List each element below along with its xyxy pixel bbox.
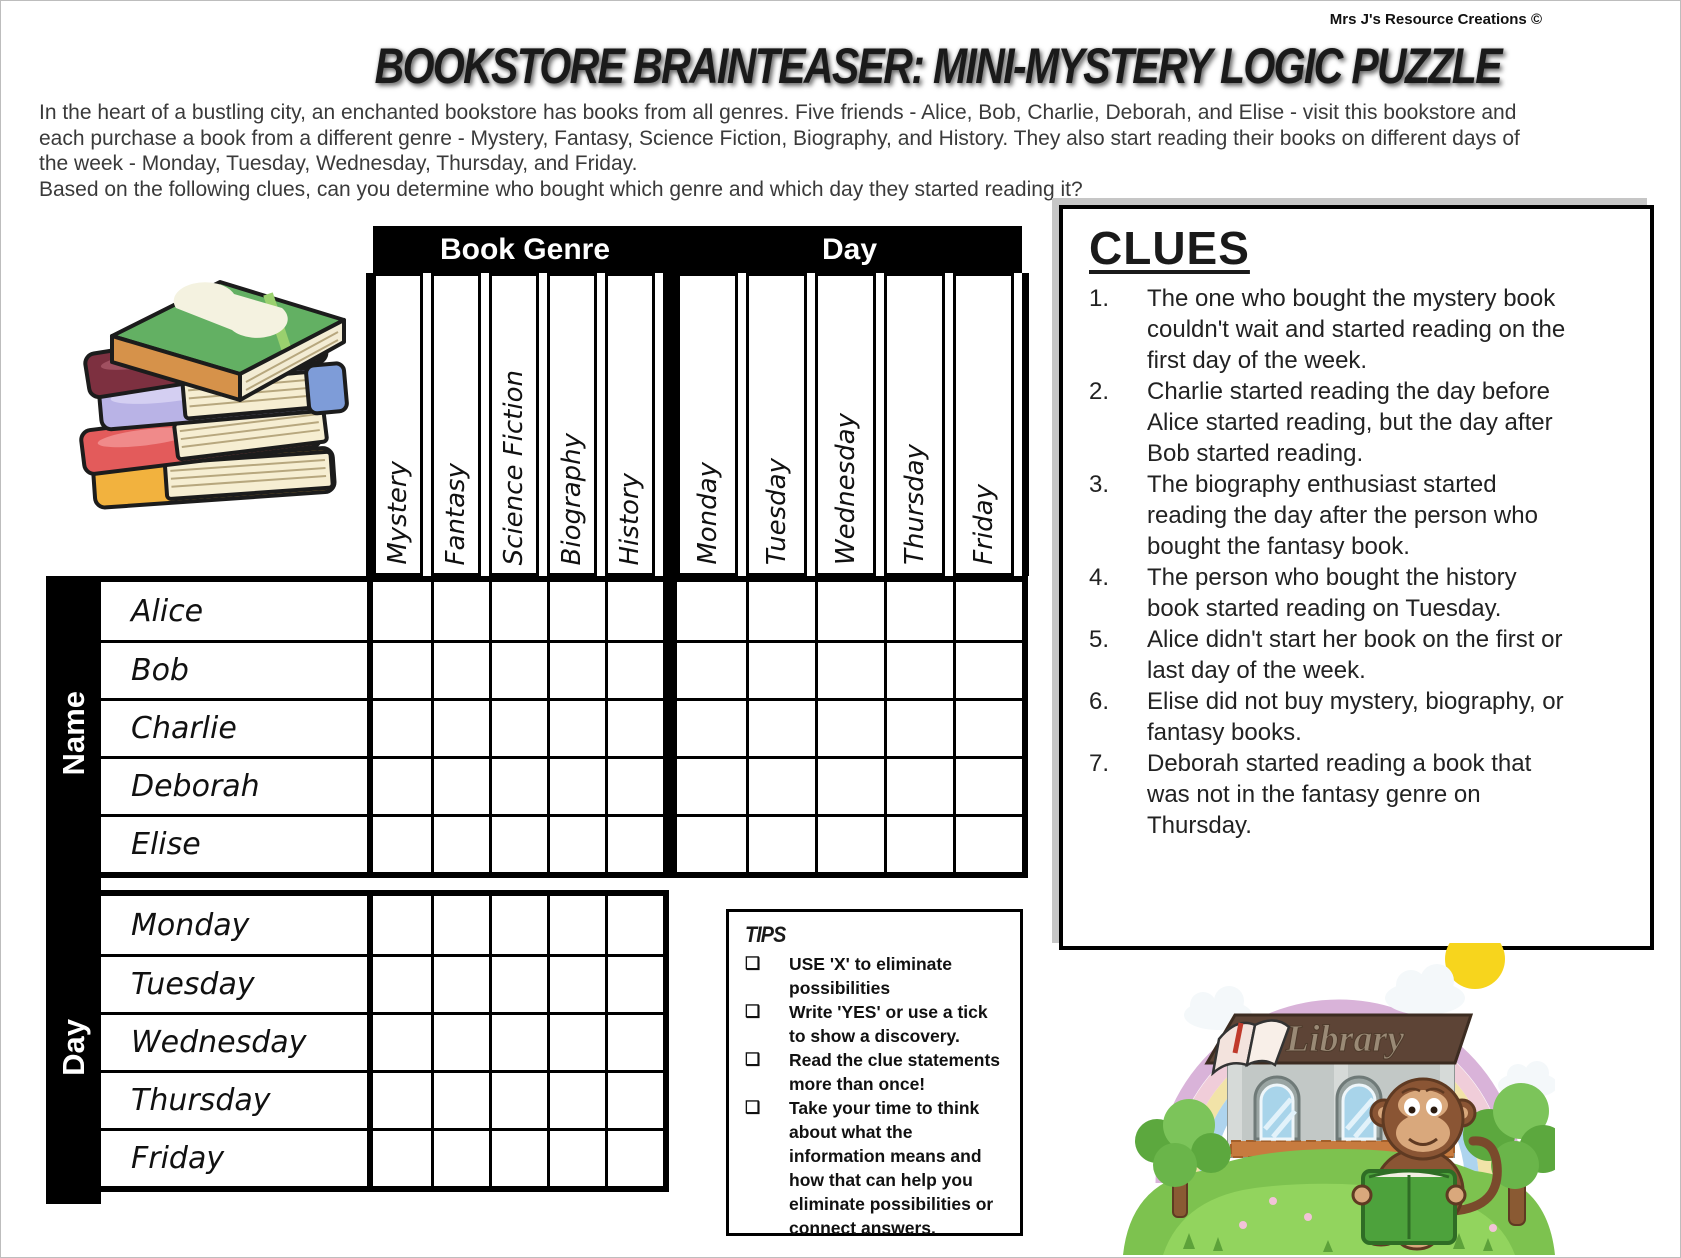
column-header-mystery: Mystery [373,273,423,576]
grid-cell[interactable] [815,582,884,640]
group-separator [663,643,677,698]
tip-item: ❑ Write 'YES' or use a tick to show a discovery. [745,1002,988,1046]
tip-item: ❑ Take your time to think about what the information means and how that can help you eliminate possibilities or connect answers. [745,1098,994,1238]
grid-cell[interactable] [373,1073,431,1128]
grid-cell[interactable] [746,759,815,814]
grid-cell[interactable] [815,643,884,698]
row-tuesday [101,954,663,1012]
grid-cell[interactable] [605,896,663,954]
grid-cell[interactable] [547,1073,605,1128]
column-header-history: History [605,273,655,576]
tip-item: ❑ Read the clue statements more than once! [745,1050,1001,1094]
grid-cell[interactable] [373,896,431,954]
grid-cell[interactable] [489,759,547,814]
name-group-bar: Name [46,576,101,890]
grid-cell[interactable] [953,643,1022,698]
grid-cell[interactable] [489,643,547,698]
grid-cell[interactable] [746,817,815,872]
green-book-held [1363,1171,1455,1243]
clue-3: 3. The biography enthusiast started reading the day after the person who bought the fantasy book. [1089,471,1538,560]
column-header-tuesday: Tuesday [746,273,807,576]
row-friday [101,1128,663,1186]
column-group-header [373,226,1022,273]
grid-cell[interactable] [884,817,953,872]
grid-cell[interactable] [605,817,663,872]
grid-cell[interactable] [884,582,953,640]
grid-cell[interactable] [815,701,884,756]
row-label-friday: Friday [101,1131,373,1186]
grid-cell[interactable] [431,896,489,954]
library-monkey-illustration [1123,943,1555,1255]
grid-cell[interactable] [677,643,746,698]
grid-cell[interactable] [431,643,489,698]
column-header-fantasy: Fantasy [431,273,481,576]
clue-6: 6. Elise did not buy mystery, biography, or fantasy books. [1089,688,1564,746]
grid-cell[interactable] [953,582,1022,640]
grid-cell[interactable] [746,643,815,698]
grid-cell[interactable] [489,582,547,640]
grid-cell[interactable] [547,1015,605,1070]
grid-cell[interactable] [431,957,489,1012]
checkbox-icon: ❑ [745,1002,761,1021]
grid-left-edge [366,273,373,576]
grid-cell[interactable] [431,1073,489,1128]
grid-cell[interactable] [815,817,884,872]
column-header-monday: Monday [677,273,738,576]
grid-cell[interactable] [431,817,489,872]
grid-cell[interactable] [431,1015,489,1070]
intro-question: Based on the following clues, can you determine who bought which genre and which day they started reading it? [39,177,1083,201]
group-separator [663,701,677,756]
group-separator [663,582,677,640]
grid-cell[interactable] [489,1073,547,1128]
grid-cell[interactable] [489,817,547,872]
day-group-bar: Day [46,890,101,1204]
grid-cell[interactable] [677,817,746,872]
grid-cell[interactable] [884,701,953,756]
grid-cell[interactable] [547,582,605,640]
intro-paragraph: In the heart of a bustling city, an enchanted bookstore has books from all genres. Five friends - Alice, Bob, Charlie, Deborah, and Elise - visit this bookstore and each purchase a book from a different genre - Mystery, Fantasy, Science Fiction, Biography, and History. They also start reading their books on different days of the week - Monday, Tuesday, Wednesday, Thursday, and Friday. [39,101,1520,175]
grid-cell[interactable] [373,1131,431,1186]
grid-cell[interactable] [373,759,431,814]
name-rows-block [95,576,1028,878]
clues-title: CLUES [1089,222,1250,274]
grid-cell[interactable] [373,817,431,872]
row-bob [101,640,1022,698]
row-deborah [101,756,1022,814]
row-monday [101,896,663,954]
row-label-deborah: Deborah [101,759,373,814]
grid-cell[interactable] [953,817,1022,872]
column-header-biography: Biography [547,273,597,576]
grid-cell[interactable] [605,701,663,756]
grid-cell[interactable] [605,1015,663,1070]
row-label-tuesday: Tuesday [101,957,373,1012]
clue-4: 4. The person who bought the history book started reading on Tuesday. [1089,564,1517,622]
row-label-bob: Bob [101,643,373,698]
tips-box [726,909,1023,1236]
grid-cell[interactable] [953,701,1022,756]
row-label-charlie: Charlie [101,701,373,756]
row-label-alice: Alice [101,582,373,640]
grid-cell[interactable] [677,701,746,756]
row-elise [101,814,1022,872]
grid-cell[interactable] [489,1015,547,1070]
tips-title: TIPS [745,922,786,947]
grid-cell[interactable] [605,582,663,640]
row-label-wednesday: Wednesday [101,1015,373,1070]
column-header-science-fiction: Science Fiction [489,273,539,576]
clue-1: 1. The one who bought the mystery book couldn't wait and started reading on the first day of the week. [1089,285,1566,374]
checkbox-icon: ❑ [745,1050,761,1069]
grid-cell[interactable] [605,957,663,1012]
row-charlie [101,698,1022,756]
grid-cell[interactable] [547,701,605,756]
grid-cell[interactable] [547,957,605,1012]
grid-cell[interactable] [605,643,663,698]
grid-right-edge [1022,273,1029,576]
row-thursday [101,1070,663,1128]
grid-cell[interactable] [431,582,489,640]
grid-cell[interactable] [677,759,746,814]
grid-cell[interactable] [489,957,547,1012]
group-separator [663,817,677,872]
column-header-friday: Friday [953,273,1014,576]
clues-box [1059,205,1654,950]
books-stack-illustration [56,244,368,528]
group-separator [663,273,677,576]
grid-cell[interactable] [884,759,953,814]
grid-cell[interactable] [489,701,547,756]
clue-7: 7. Deborah started reading a book that was not in the fantasy genre on Thursday. [1089,750,1532,839]
genre-group-label: Book Genre [439,232,611,266]
library-sign-text: Library [1285,1018,1405,1060]
grid-cell[interactable] [373,957,431,1012]
tip-item: ❑ USE 'X' to eliminate possibilities [745,954,952,998]
copyright-note: Mrs J's Resource Creations © [1329,11,1542,28]
grid-cell[interactable] [746,701,815,756]
checkbox-icon: ❑ [745,954,761,973]
grid-cell[interactable] [884,643,953,698]
grid-cell[interactable] [373,1015,431,1070]
grid-cell[interactable] [547,643,605,698]
grid-cell[interactable] [547,896,605,954]
row-wednesday [101,1012,663,1070]
group-separator [663,759,677,814]
grid-cell[interactable] [746,582,815,640]
checkbox-icon: ❑ [745,1098,761,1117]
day-rows-block [95,890,669,1192]
grid-cell[interactable] [953,759,1022,814]
grid-cell[interactable] [373,643,431,698]
grid-cell[interactable] [373,701,431,756]
grid-cell[interactable] [489,1131,547,1186]
grid-cell[interactable] [373,582,431,640]
sun-icon [1445,943,1505,989]
grid-cell[interactable] [547,1131,605,1186]
grid-cell[interactable] [431,1131,489,1186]
grid-cell[interactable] [431,701,489,756]
row-label-elise: Elise [101,817,373,872]
row-label-thursday: Thursday [101,1073,373,1128]
intro-text [39,100,1521,202]
grid-cell[interactable] [605,1131,663,1186]
grid-cell[interactable] [605,1073,663,1128]
column-headers [373,273,1024,576]
row-label-monday: Monday [101,896,373,954]
grid-cell[interactable] [815,759,884,814]
day-group-label: Day [821,232,878,266]
grid-cell[interactable] [547,817,605,872]
grid-cell[interactable] [489,896,547,954]
grid-cell[interactable] [547,759,605,814]
clue-2: 2. Charlie started reading the day before Alice started reading, but the day after Bob started reading. [1089,378,1553,467]
column-header-wednesday: Wednesday [815,273,876,576]
grid-cell[interactable] [431,759,489,814]
column-header-thursday: Thursday [884,273,945,576]
grid-cell[interactable] [677,582,746,640]
page-title: BOOKSTORE BRAINTEASER: MINI-MYSTERY LOGIC PUZZLE [374,38,1501,94]
row-alice [101,582,1022,640]
clue-5: 5. Alice didn't start her book on the first or last day of the week. [1089,626,1563,684]
grid-cell[interactable] [605,759,663,814]
